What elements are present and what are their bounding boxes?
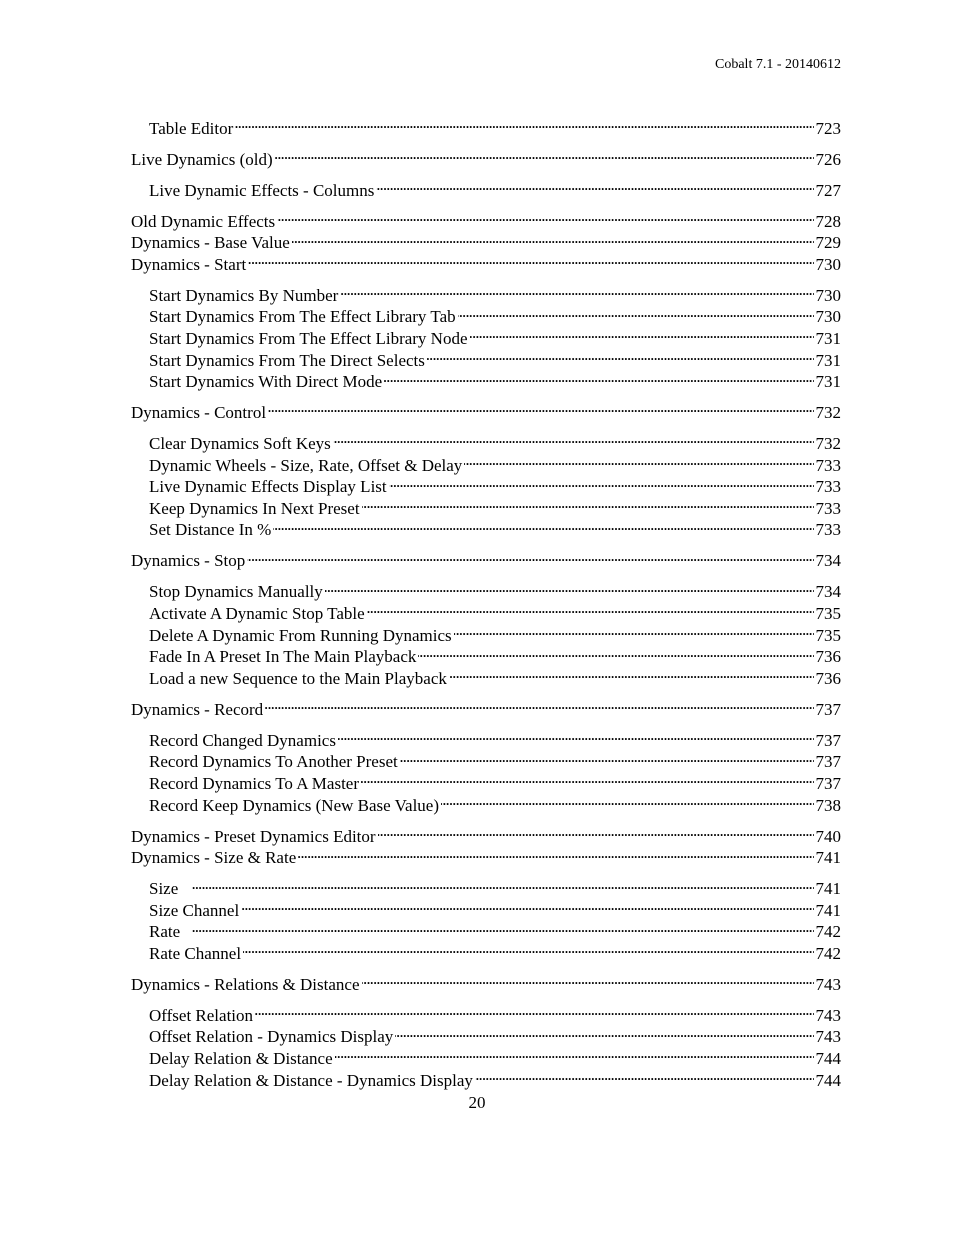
toc-entry[interactable] (131, 937, 841, 963)
toc-entry-title: Dynamics - Start (131, 254, 247, 274)
toc-entry-title: Fade In A Preset In The Main Playback (149, 647, 417, 667)
toc-entry-page: 723 (815, 118, 841, 138)
toc-dot-leader (247, 545, 813, 567)
toc-entry-title: Load a new Sequence to the Main Playback (149, 668, 447, 688)
toc-entry[interactable] (131, 205, 841, 231)
toc-entry-title: Offset Relation - Dynamics Display (149, 1027, 394, 1047)
toc-entry-page: 738 (815, 795, 841, 815)
toc-entry-page: 726 (815, 149, 841, 169)
toc-entry[interactable] (131, 999, 841, 1025)
toc-entry-title: Dynamics - Stop (131, 551, 246, 571)
toc-entry-title: Delete A Dynamic From Running Dynamics (149, 625, 452, 645)
toc-entry-page: 737 (815, 752, 841, 772)
toc-entry-page: 733 (815, 455, 841, 475)
toc-dot-leader (255, 999, 813, 1021)
toc-entry-page: 744 (815, 1070, 841, 1090)
toc-entry-title: Live Dynamic Effects - Columns (149, 180, 375, 200)
toc-entry-page: 732 (815, 434, 841, 454)
toc-dot-leader (389, 471, 814, 493)
toc-dot-leader (273, 514, 813, 536)
toc-entry-page: 737 (815, 773, 841, 793)
toc-entry-page: 742 (815, 943, 841, 963)
toc-dot-leader (292, 227, 814, 249)
toc-entry-title: Live Dynamics (old) (131, 149, 273, 169)
toc-entry-title: Dynamics - Base Value (131, 233, 290, 253)
toc-dot-leader (335, 1042, 814, 1064)
toc-entry[interactable] (131, 545, 841, 571)
toc-dot-leader (325, 576, 814, 598)
toc-entry-page: 733 (815, 477, 841, 497)
toc-entry-page: 736 (815, 647, 841, 667)
toc-entry-page: 741 (815, 879, 841, 899)
toc-dot-leader (268, 396, 813, 418)
toc-entry-title: Rate Channel (149, 943, 242, 963)
toc-entry-page: 727 (815, 180, 841, 200)
toc-entry-page: 732 (815, 403, 841, 423)
toc-entry-title: Stop Dynamics Manually (149, 582, 323, 602)
toc-entry-page: 740 (815, 826, 841, 846)
toc-entry[interactable] (131, 174, 841, 200)
toc-entry-page: 735 (815, 604, 841, 623)
toc-entry-title: Size (149, 879, 179, 899)
toc-dot-leader (427, 344, 814, 366)
toc-entry[interactable] (131, 894, 841, 920)
toc-dot-leader (376, 174, 813, 196)
toc-entry-page: 731 (815, 372, 841, 392)
toc-dot-leader (248, 248, 813, 270)
toc-entry-page: 730 (815, 307, 841, 327)
toc-entry[interactable] (131, 143, 841, 169)
toc-entry-page: 743 (815, 974, 841, 994)
toc-entry-page: 743 (815, 1005, 841, 1025)
toc-dot-leader (362, 968, 814, 990)
toc-entry-title: Record Changed Dynamics (149, 730, 336, 750)
toc-entry-page: 730 (815, 285, 841, 305)
toc-entry-page: 737 (815, 699, 841, 719)
toc-entry-title: Old Dynamic Effects (131, 211, 276, 231)
toc-dot-leader (241, 894, 813, 916)
toc-dot-leader (441, 789, 813, 811)
table-of-contents (131, 112, 841, 1090)
toc-entry-title: Dynamics - Control (131, 403, 267, 423)
toc-dot-leader (395, 1021, 813, 1043)
toc-entry-title: Size Channel (149, 900, 240, 920)
toc-entry[interactable] (131, 820, 841, 846)
toc-entry-page: 731 (815, 350, 841, 370)
toc-dot-leader (180, 873, 813, 895)
toc-entry-title: Table Editor (149, 118, 234, 138)
toc-entry-page: 728 (815, 211, 841, 231)
toc-entry-title: Start Dynamics With Direct Mode (149, 372, 383, 392)
toc-entry-page: 743 (815, 1027, 841, 1047)
toc-entry-page: 744 (815, 1049, 841, 1069)
toc-entry-title: Dynamics - Relations & Distance (131, 974, 360, 994)
toc-entry-page: 733 (815, 498, 841, 518)
toc-entry[interactable] (131, 427, 841, 454)
toc-dot-leader (265, 693, 813, 715)
toc-entry-title: Start Dynamics By Number (149, 285, 339, 305)
toc-entry-title: Record Keep Dynamics (New Base Value) (149, 795, 440, 815)
toc-entry-title: Start Dynamics From The Effect Library Node (149, 328, 468, 348)
toc-entry-page: 729 (815, 233, 841, 253)
toc-dot-leader (340, 279, 813, 301)
toc-entry[interactable] (131, 873, 841, 899)
toc-entry-title: Activate A Dynamic Stop Table (149, 604, 365, 623)
toc-dot-leader (367, 597, 814, 619)
toc-entry[interactable] (131, 279, 841, 305)
toc-dot-leader (458, 301, 814, 323)
toc-entry-title: Start Dynamics From The Effect Library Tab (149, 307, 456, 327)
toc-dot-leader (362, 492, 814, 514)
toc-dot-leader (277, 205, 813, 227)
toc-entry-title: Offset Relation (149, 1005, 254, 1025)
toc-entry-title: Dynamics - Preset Dynamics Editor (131, 826, 376, 846)
toc-dot-leader (235, 112, 813, 134)
toc-dot-leader (470, 322, 814, 344)
toc-dot-leader (384, 366, 813, 388)
toc-entry-title: Keep Dynamics In Next Preset (149, 498, 360, 518)
toc-entry-page: 742 (815, 922, 841, 942)
toc-entry[interactable] (131, 968, 841, 994)
toc-entry-page: 731 (815, 328, 841, 348)
toc-entry-title: Start Dynamics From The Direct Selects (149, 350, 425, 370)
toc-entry[interactable] (131, 396, 841, 423)
toc-entry-page: 734 (815, 582, 841, 602)
toc-entry-title: Dynamic Wheels - Size, Rate, Offset & Delay (149, 455, 463, 475)
toc-entry[interactable] (131, 724, 841, 750)
toc-entry-title: Record Dynamics To Another Preset (149, 752, 398, 772)
toc-entry-title: Dynamics - Size & Rate (131, 848, 297, 868)
toc-entry[interactable] (131, 576, 841, 602)
toc-entry-title: Set Distance In % (149, 520, 272, 540)
toc-dot-leader (400, 746, 814, 768)
toc-dot-leader (454, 619, 814, 641)
toc-dot-leader (449, 662, 814, 684)
toc-entry-page: 734 (815, 551, 841, 571)
toc-dot-leader (475, 1064, 814, 1086)
toc-entry-page: 736 (815, 668, 841, 688)
toc-entry-page: 741 (815, 900, 841, 920)
toc-dot-leader (333, 427, 814, 449)
toc-dot-leader (361, 767, 813, 789)
toc-dot-leader (418, 641, 813, 663)
page-number: 20 (468, 1093, 486, 1112)
running-header: Cobalt 7.1 - 20140612 (715, 57, 841, 72)
toc-entry-page: 737 (815, 730, 841, 750)
toc-entry-title: Live Dynamic Effects Display List (149, 477, 387, 497)
toc-dot-leader (338, 724, 814, 746)
toc-entry[interactable] (131, 112, 841, 138)
toc-entry-title: Record Dynamics To A Master (149, 773, 360, 793)
toc-dot-leader (182, 916, 813, 938)
toc-dot-leader (298, 842, 813, 864)
toc-entry-title: Dynamics - Record (131, 699, 264, 719)
toc-dot-leader (464, 449, 813, 471)
toc-entry-title: Delay Relation & Distance - Dynamics Display (149, 1070, 473, 1090)
toc-entry[interactable] (131, 916, 841, 942)
toc-entry-title: Delay Relation & Distance (149, 1049, 333, 1069)
toc-entry-page: 730 (815, 254, 841, 274)
toc-dot-leader (378, 820, 814, 842)
toc-dot-leader (275, 143, 814, 165)
toc-entry-title: Clear Dynamics Soft Keys (149, 434, 331, 454)
toc-entry-page: 733 (815, 520, 841, 540)
toc-entry-page: 741 (815, 848, 841, 868)
toc-entry-page: 735 (815, 625, 841, 645)
toc-entry-title: Rate (149, 922, 181, 942)
toc-dot-leader (243, 937, 813, 959)
toc-entry[interactable] (131, 693, 841, 719)
